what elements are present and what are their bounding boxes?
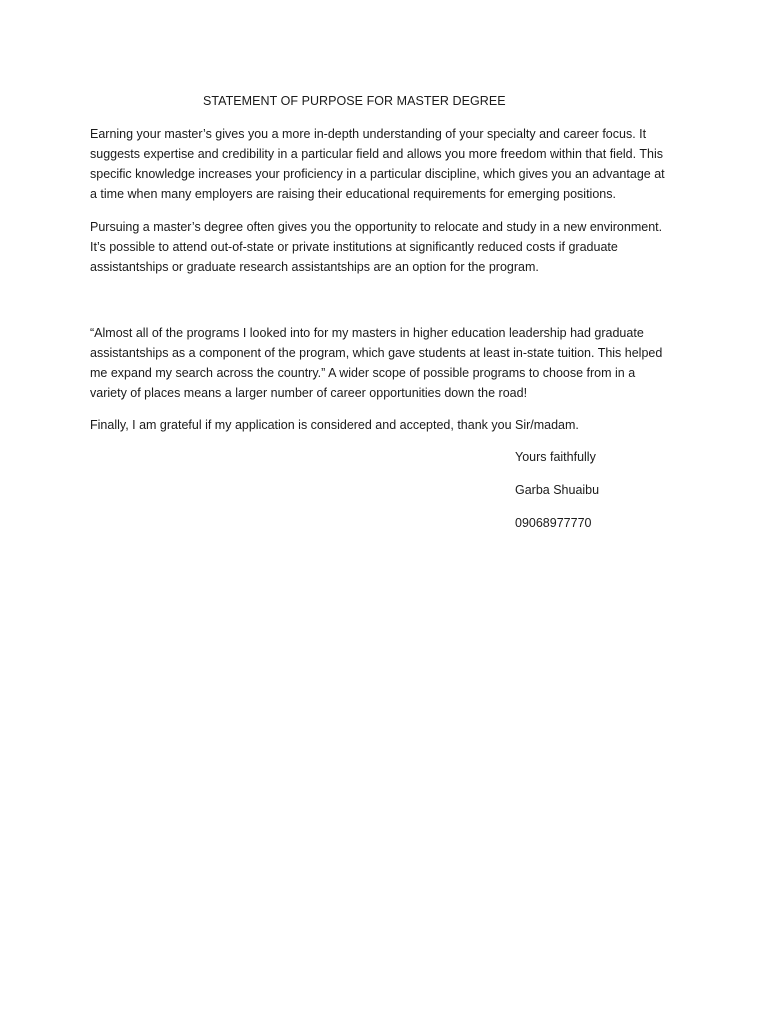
paragraph-line: Earning your master’s gives you a more in-depth understanding of your specialty and career focus. It: [90, 127, 647, 141]
signer-phone: 09068977770: [515, 516, 592, 530]
paragraph-line: assistantships or graduate research assistantships are an option for the program.: [90, 260, 539, 274]
closing-salutation: Yours faithfully: [515, 450, 596, 464]
paragraph-3-quote: [90, 323, 690, 403]
paragraph-line: It’s possible to attend out-of-state or private institutions at significantly reduced costs if graduate: [90, 240, 618, 254]
paragraph-line: Pursuing a master’s degree often gives you the opportunity to relocate and study in a new environment.: [90, 220, 663, 234]
paragraph-line: specific knowledge increases your proficiency in a particular discipline, which gives you an advantage at: [90, 167, 665, 181]
paragraph-1: [90, 124, 690, 204]
paragraph-line: assistantships as a component of the program, which gave students at least in-state tuition. This helped: [90, 346, 663, 360]
document-title: STATEMENT OF PURPOSE FOR MASTER DEGREE: [203, 94, 506, 108]
paragraph-line: “Almost all of the programs I looked into for my masters in higher education leadership had graduate: [90, 326, 644, 340]
paragraph-line: Finally, I am grateful if my application is considered and accepted, thank you Sir/madam.: [90, 418, 579, 432]
paragraph-4: [90, 415, 690, 435]
paragraph-line: suggests expertise and credibility in a particular field and allows you more freedom within that field. This: [90, 147, 663, 161]
paragraph-line: a time when many employers are raising their educational requirements for emerging positions.: [90, 187, 616, 201]
paragraph-2: [90, 217, 690, 277]
signer-name: Garba Shuaibu: [515, 483, 600, 497]
paragraph-line: me expand my search across the country.” A wider scope of possible programs to choose from in a: [90, 366, 636, 380]
paragraph-line: variety of places means a larger number of career opportunities down the road!: [90, 386, 528, 400]
